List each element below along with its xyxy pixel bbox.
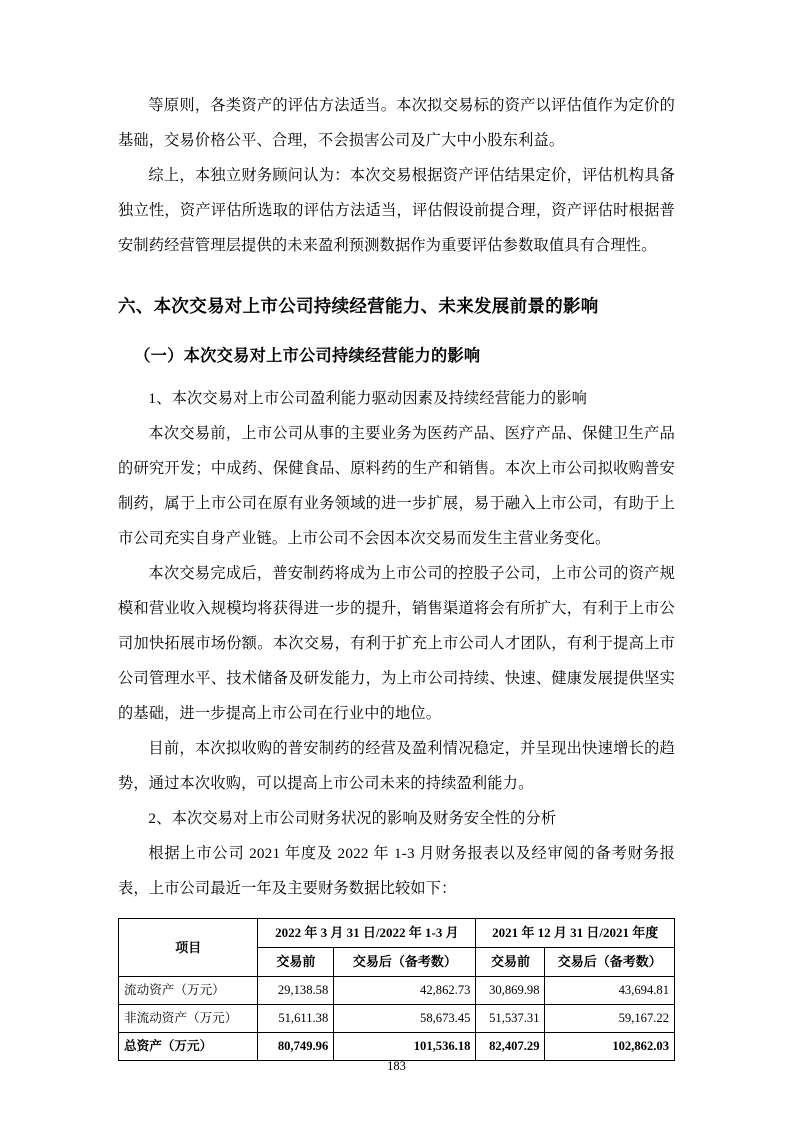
cell-value: 42,862.73 [334, 977, 476, 1005]
paragraph-intro-2: 综上，本独立财务顾问认为：本次交易根据资产评估结果定价，评估机构具备独立性，资产评估所选取的评估方法适当，评估假设前提合理，资产评估时根据普安制药经营管理层提供的未来盈利预测数据作为重要评估参数取值具有合理性。 [118, 167, 675, 254]
cell-value: 102,862.03 [545, 1033, 675, 1061]
cell-value: 82,407.29 [476, 1033, 545, 1061]
cell-value: 101,536.18 [334, 1033, 476, 1061]
paragraph-body-1: 本次交易前，上市公司从事的主要业务为医药产品、医疗产品、保健卫生产品的研究开发；中成药、保健食品、原料药的生产和销售。本次上市公司拟收购普安制药，属于上市公司在原有业务领域的进一步扩展，易于融入上市公司，有助于上市公司充实自身产业链。上市公司不会因本次交易而发生主营业务变化。 [118, 425, 675, 547]
header-group-2022: 2022 年 3 月 31 日/2022 年 1-3 月 [258, 919, 476, 948]
header-2022-after: 交易后（备考数） [334, 948, 476, 977]
cell-value: 80,749.96 [258, 1033, 334, 1061]
page-content [118, 88, 675, 1061]
row-label: 非流动资产（万元） [119, 1005, 258, 1033]
paragraph-body-2: 本次交易完成后，普安制药将成为上市公司的控股子公司，上市公司的资产规模和营业收入规模均将获得进一步的提升，销售渠道将会有所扩大，有利于上市公司加快拓展市场份额。本次交易，有利于扩充上市公司人才团队，有利于提高上市公司管理水平、技术储备及研发能力，为上市公司持续、快速、健康发展提供坚实的基础，进一步提高上市公司在行业中的地位。 [118, 565, 675, 722]
numbered-subhead-1: 1、本次交易对上市公司盈利能力驱动因素及持续经营能力的影响 [148, 390, 588, 407]
cell-value: 58,673.45 [334, 1005, 476, 1033]
row-label: 总资产（万元） [119, 1033, 258, 1061]
table-row [119, 1005, 675, 1033]
table-row-total [119, 1033, 675, 1061]
header-2021-after: 交易后（备考数） [545, 948, 675, 977]
cell-value: 43,694.81 [545, 977, 675, 1005]
table-head [119, 919, 675, 977]
cell-value: 51,611.38 [258, 1005, 334, 1033]
cell-value: 29,138.58 [258, 977, 334, 1005]
table-header-row-1 [119, 919, 675, 948]
cell-value: 30,869.98 [476, 977, 545, 1005]
header-group-2021: 2021 年 12 月 31 日/2021 年度 [476, 919, 675, 948]
numbered-subhead-2: 2、本次交易对上市公司财务状况的影响及财务安全性的分析 [148, 810, 557, 827]
paragraph-before-table: 根据上市公司 2021 年度及 2022 年 1-3 月财务报表以及经审阅的备考财务报表，上市公司最近一年及主要财务数据比较如下： [118, 845, 675, 897]
header-item: 项目 [119, 919, 258, 977]
section-heading-six: 六、本次交易对上市公司持续经营能力、未来发展前景的影响 [118, 296, 599, 316]
paragraph-body-3: 目前，本次拟收购的普安制药的经营及盈利情况稳定，并呈现出快速增长的趋势，通过本次收购，可以提高上市公司未来的持续盈利能力。 [118, 740, 675, 792]
cell-value: 59,167.22 [545, 1005, 675, 1033]
subsection-heading-one: （一）本次交易对上市公司持续经营能力的影响 [134, 347, 481, 365]
row-label: 流动资产（万元） [119, 977, 258, 1005]
financial-comparison-table [118, 918, 675, 1061]
table-body [119, 977, 675, 1061]
header-2022-before: 交易前 [258, 948, 334, 977]
paragraph-intro-1: 等原则，各类资产的评估方法适当。本次拟交易标的资产以评估值作为定价的基础，交易价格公平、合理，不会损害公司及广大中小股东利益。 [118, 97, 675, 149]
header-2021-before: 交易前 [476, 948, 545, 977]
table-row [119, 977, 675, 1005]
cell-value: 51,537.31 [476, 1005, 545, 1033]
page-number: 183 [387, 1059, 406, 1073]
